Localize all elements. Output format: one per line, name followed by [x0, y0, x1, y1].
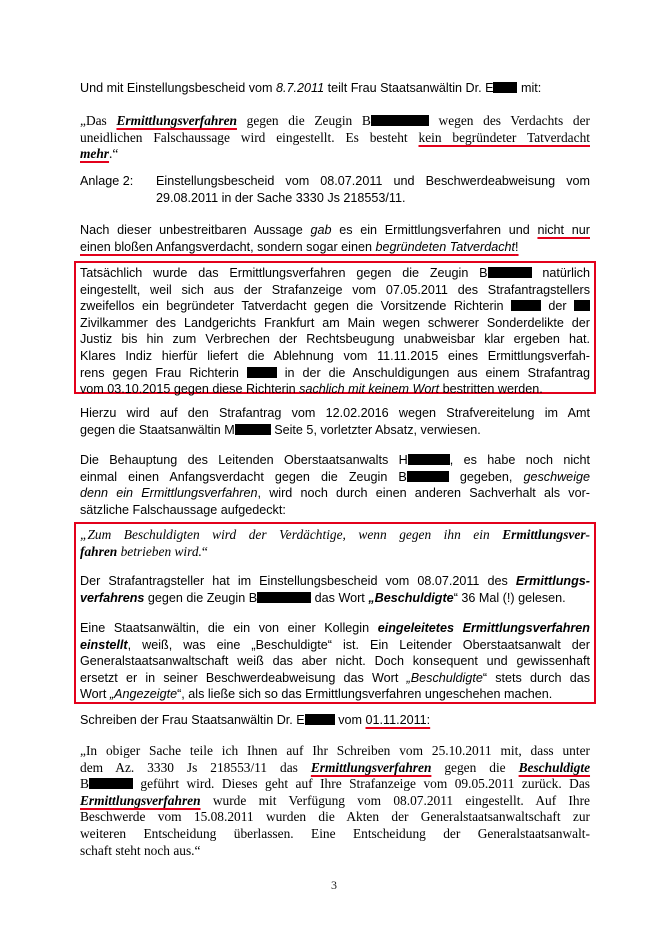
text: dem Az. 3330 Js 218553/11 das	[80, 759, 311, 775]
text: gegen die	[431, 759, 519, 775]
quote-einstellung	[80, 113, 590, 163]
text: “	[201, 543, 208, 559]
text: Wort	[80, 687, 110, 702]
emphasis: mehr	[80, 146, 110, 162]
text: eingestellt, weil sich aus der Strafanzeige vom 07.05.2011 des Strafantragstellers	[80, 282, 590, 297]
paragraph-strafantrag	[80, 405, 590, 438]
text: Und mit Einstellungsbescheid vom	[80, 81, 276, 95]
redaction	[574, 300, 590, 311]
redaction	[408, 454, 450, 465]
emphasis: fahren	[80, 543, 118, 559]
text: vom	[334, 713, 366, 727]
text: , es habe noch nicht	[449, 453, 590, 467]
text: das Wort	[311, 590, 369, 605]
emphasis: kein begründeter Tatverdacht	[418, 129, 590, 145]
text: weiteren Entscheidung überlassen. Eine Entscheidung der Generalstaatsanwalt-	[80, 825, 590, 841]
text: Klares Indiz hierfür liefert die Ablehnung vom 11.11.2015 eines Ermittlungsverfah-	[80, 348, 590, 363]
text: !	[515, 239, 519, 254]
paragraph-tatverdacht	[80, 265, 590, 398]
redaction	[493, 82, 517, 93]
text: Eine Staatsanwältin, die ein von einer Kollegin	[80, 621, 378, 635]
intro-paragraph	[80, 80, 590, 97]
paragraph-schreiben	[80, 712, 590, 729]
text: uneidlichen Falschaussage wird eingestellt. Es besteht	[80, 129, 419, 145]
quote-beschuldigter	[80, 527, 590, 560]
page-number: 3	[331, 878, 337, 892]
text: gegen die Zeugin B	[144, 590, 258, 605]
text: vom 03.10.2015 gegen diese Richterin	[80, 382, 300, 397]
text: Nach dieser unbestreitbaren Aussage	[80, 223, 311, 237]
redaction	[305, 714, 335, 725]
emphasis: „Beschuldigte	[368, 590, 454, 605]
text: Beschwerde vom 15.08.2011 wurden die Akten der Generalstaatsanwaltschaft zur	[80, 809, 590, 825]
quote-schreiben	[80, 743, 590, 859]
paragraph-behauptung	[80, 452, 590, 518]
text: 29.08.2011 in der Sache 3330 Js 218553/11.	[156, 190, 406, 205]
emphasis: gab	[310, 223, 332, 237]
paragraph-kollegin	[80, 620, 590, 703]
text: “ 36 Mal (!) gelesen.	[453, 590, 566, 605]
text: gegen die Staatsanwältin M	[80, 422, 235, 437]
text: Einstellungsbescheid vom 08.07.2011 und Beschwerdeabweisung vom	[156, 174, 590, 188]
redaction	[89, 778, 133, 789]
emphasis: nicht nur	[537, 223, 590, 237]
paragraph-gelesen	[80, 573, 590, 606]
emphasis: Ermittlungsverfahren	[80, 792, 201, 808]
emphasis: Ermittlungsverfahren	[116, 113, 237, 128]
text: sätzliche Falschaussage aufgedeckt:	[80, 502, 286, 517]
text: “, als ließe sich so das Ermittlungsverfahren ungeschehen machen.	[177, 687, 553, 702]
redaction	[257, 592, 311, 603]
text: Der Strafantragsteller hat im Einstellungsbescheid vom 08.07.2011 des	[80, 574, 516, 588]
redaction	[247, 367, 277, 378]
emphasis: Ermittlungsver-	[502, 527, 590, 542]
text: gegeben,	[448, 469, 524, 484]
emphasis: eingeleitetes Ermittlungsverfahren	[377, 621, 590, 635]
emphasis: sachlich mit keinem Wort	[299, 382, 440, 397]
text: “ stets durch das	[482, 670, 590, 685]
emphasis: geschweige	[523, 469, 590, 484]
text: wegen des Verdachts der	[428, 113, 590, 128]
text: .“	[109, 146, 119, 162]
text: natürlich	[531, 266, 590, 280]
text: B	[80, 776, 89, 792]
text: Justiz bis hin zum Verbrechen der Rechtsbeugung unabweisbar klar ergeben hat.	[80, 332, 590, 347]
text: Zivilkammer des Landgerichts Frankfurt am Main wegen schwerer Sonderdelikte der	[80, 315, 590, 330]
redaction	[407, 471, 449, 482]
text: mit:	[517, 81, 542, 95]
emphasis: „Beschuldigte	[406, 670, 483, 685]
text: Die Behauptung des Leitenden Oberstaatsanwalts H	[80, 453, 408, 467]
text: Hierzu wird auf den Strafantrag vom 12.02.2016 wegen Strafvereitelung im Amt	[80, 406, 590, 420]
text: rens gegen Frau Richterin	[80, 365, 247, 380]
text: es ein Ermittlungsverfahren und	[331, 223, 538, 237]
text: wurde mit Verfügung vom 08.07.2011 eingestellt. Auf Ihre	[200, 792, 590, 808]
text: Schreiben der Frau Staatsanwältin Dr. E	[80, 713, 305, 727]
paragraph-aussage	[80, 222, 590, 255]
redaction	[371, 115, 429, 126]
redaction	[488, 267, 532, 278]
text: betrieben wird.	[117, 543, 202, 559]
redaction	[235, 424, 271, 435]
text: „Zum Beschuldigten wird der Verdächtige, wenn gegen ihn ein	[80, 527, 503, 542]
emphasis: einen bloßen Anfangsverdacht, sondern sogar einen	[80, 239, 376, 254]
emphasis: Ermittlungsverfahren	[310, 759, 432, 775]
text: , weiß, was eine „Beschuldigte“ ist. Ein Leitender Oberstaatsanwalt der	[127, 637, 590, 652]
text: der	[540, 299, 574, 314]
text: „Das	[80, 113, 117, 128]
text: bestritten werden.	[439, 382, 543, 397]
text: gegen die Zeugin B	[236, 113, 371, 128]
text: Seite 5, vorletzter Absatz, verwiesen.	[270, 422, 481, 437]
text: geführt wird. Dieses geht auf Ihre Strafanzeige vom 09.05.2011 zurück. Das	[132, 776, 590, 792]
anlage-label: Anlage 2:	[80, 174, 134, 188]
emphasis: 01.11.2011:	[365, 713, 431, 727]
text: „In obiger Sache teile ich Ihnen auf Ihr Schreiben vom 25.10.2011 mit, dass unter	[80, 743, 590, 758]
date: 8.7.2011	[276, 81, 325, 95]
text: einmal einen Anfangsverdacht gegen die Zeugin B	[80, 469, 407, 484]
emphasis: Beschuldigte	[518, 759, 591, 775]
emphasis: denn ein Ermittlungsverfahren	[80, 486, 258, 501]
text: schaft steht noch aus.“	[80, 842, 201, 858]
redaction	[511, 300, 541, 311]
emphasis: begründeten Tatverdacht	[375, 239, 516, 254]
emphasis: „Angezeigte	[109, 687, 178, 702]
emphasis: einstellt	[80, 637, 128, 652]
text: in der die Anschuldigungen aus einem Strafantrag	[276, 365, 590, 380]
emphasis: Ermittlungs-	[515, 574, 590, 588]
text: zweifellos ein begründeter Tatverdacht gegen die Vorsitzende Richterin	[80, 299, 511, 314]
text: , wird noch durch einen anderen Sachverhalt als vor-	[257, 486, 590, 501]
text: Tatsächlich wurde das Ermittlungsverfahren gegen die Zeugin B	[80, 266, 488, 280]
text: ersetzt er in seiner Beschwerdeabweisung das Wort	[80, 670, 407, 685]
text: teilt Frau Staatsanwältin Dr. E	[324, 81, 494, 95]
text: Generalstaatsanwaltschaft weiß das aber nicht. Doch konsequent und gewissenhaft	[80, 654, 590, 669]
emphasis: verfahrens	[80, 590, 145, 605]
